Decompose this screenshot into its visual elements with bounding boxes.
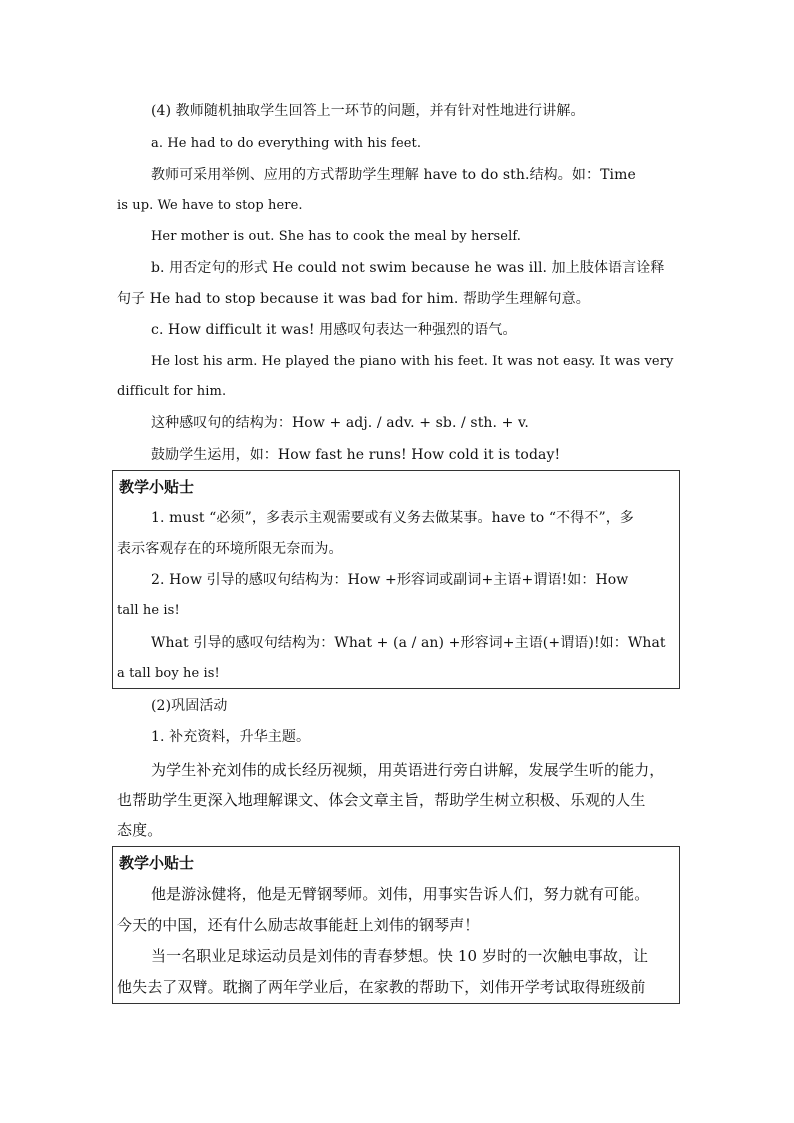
tip-box-title: 教学小贴士 [119, 478, 195, 496]
tip-line: 表示客观存在的环境所限无奈而为。 [117, 541, 343, 557]
structure-formula: 这种感叹句的结构为：How + adj. / adv. + sb. / sth. + v. [151, 415, 529, 431]
section-heading: (2)巩固活动 [151, 698, 228, 714]
paragraph-line: 为学生补充刘伟的成长经历视频，用英语进行旁白讲解，发展学生听的能力， [151, 761, 665, 779]
example-b: b. 用否定句的形式 He could not swim because he was ill. 加上肢体语言诠释 [151, 260, 665, 276]
example-c: c. How difficult it was! 用感叹句表达一种强烈的语气。 [151, 322, 517, 338]
tip-line: 1. must “必须”，多表示主观需要或有义务去做某事。have to “不得不”，多 [151, 510, 634, 526]
tip-line: 他是游泳健将，他是无臂钢琴师。刘伟，用事实告诉人们，努力就有可能。 [151, 885, 650, 903]
tip-line: 当一名职业足球运动员是刘伟的青春梦想。快 10 岁时的一次触电事故，让 [151, 947, 649, 965]
paragraph-line: 句子 He had to stop because it was bad for him. 帮助学生理解句意。 [117, 291, 590, 307]
tip-box-title: 教学小贴士 [119, 854, 195, 872]
paragraph-line: 态度。 [117, 821, 163, 839]
paragraph-line: 也帮助学生更深入地理解课文、体会文章主旨，帮助学生树立积极、乐观的人生 [117, 791, 646, 809]
example-sentence: He lost his arm. He played the piano with his feet. It was not easy. It was very [151, 354, 674, 369]
item-heading: 1. 补充资料，升华主题。 [151, 729, 311, 745]
tip-line: a tall boy he is! [117, 666, 220, 681]
encourage-line: 鼓励学生运用，如：How fast he runs! How cold it is today! [151, 447, 561, 463]
step-heading: (4) 教师随机抽取学生回答上一环节的问题，并有针对性地进行讲解。 [151, 103, 585, 119]
example-sentence: Her mother is out. She has to cook the meal by herself. [151, 229, 522, 244]
example-a: a. He had to do everything with his feet. [151, 136, 422, 151]
paragraph-line: 教师可采用举例、应用的方式帮助学生理解 have to do sth.结构。如：Time [151, 167, 636, 183]
tip-line: 他失去了双臂。耽搁了两年学业后，在家教的帮助下，刘伟开学考试取得班级前 [117, 978, 646, 996]
paragraph-line: is up. We have to stop here. [117, 198, 303, 213]
example-sentence: difficult for him. [117, 384, 227, 399]
tip-line: tall he is! [117, 603, 180, 618]
tip-line: 今天的中国，还有什么励志故事能赶上刘伟的钢琴声！ [117, 916, 480, 934]
tip-line: What 引导的感叹句结构为：What + (a / an) +形容词+主语(+谓语)!如：What [151, 635, 666, 651]
tip-line: 2. How 引导的感叹句结构为：How +形容词或副词+主语+谓语!如：How [151, 572, 629, 588]
